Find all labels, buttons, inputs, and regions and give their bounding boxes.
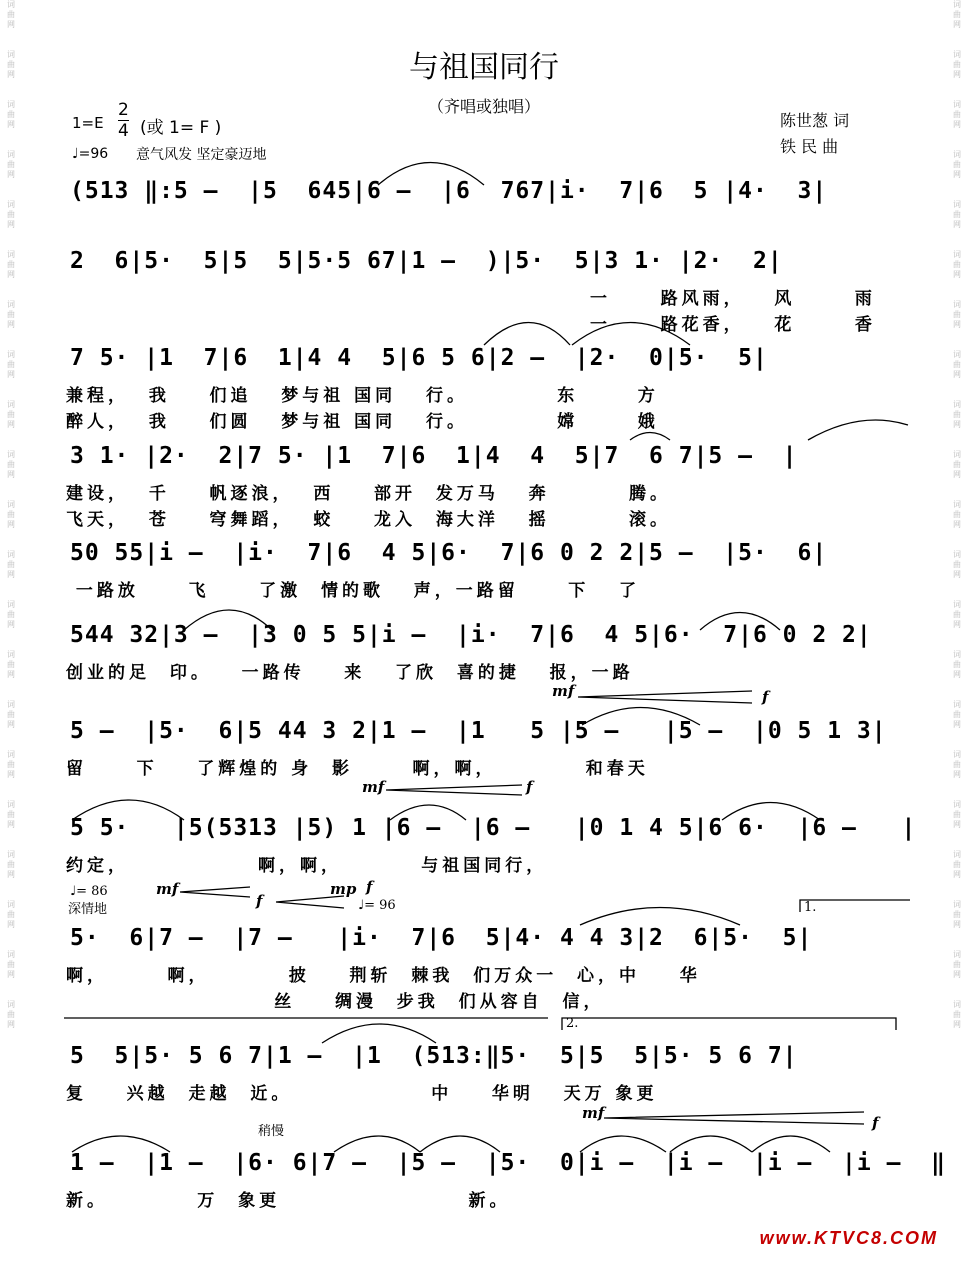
edge-watermark-char: 网 — [953, 170, 961, 179]
lyric-text: 创业的足 印。 一路传 来 了欣 喜的捷 报，一路 — [66, 663, 634, 683]
edge-watermark-char: 网 — [7, 270, 15, 279]
time-signature-top: 2 — [118, 100, 129, 120]
edge-watermark-char: 网 — [953, 820, 961, 829]
tie-slur — [484, 323, 570, 346]
edge-watermark-char: 词 — [953, 850, 961, 859]
lyric-text: 复 兴越 走越 近。 中 华明 天万 象更 — [66, 1084, 658, 1104]
edge-watermark-char: 网 — [7, 620, 15, 629]
edge-watermark-char: 曲 — [953, 260, 961, 269]
dynamic-mf: mf — [156, 880, 179, 898]
dynamic-f: f — [366, 878, 373, 896]
edge-watermark-char: 曲 — [953, 560, 961, 569]
edge-watermark-char: 词 — [953, 650, 961, 659]
edge-watermark-char: 词 — [953, 800, 961, 809]
edge-watermark-char: 曲 — [7, 310, 15, 319]
edge-watermark-char: 曲 — [7, 260, 15, 269]
tie-slur — [752, 1136, 830, 1152]
notation-text: 50 55|i – |i· 7|6 4 5|6· 7|6 0 2 2|5 – |5· 6| — [70, 540, 828, 566]
edge-watermark-char: 网 — [953, 870, 961, 879]
edge-watermark-char: 曲 — [953, 160, 961, 169]
edge-watermark-char: 网 — [7, 370, 15, 379]
tie-slur — [184, 610, 272, 630]
edge-watermark-char: 词 — [7, 600, 15, 609]
edge-watermark-char: 词 — [953, 0, 961, 9]
edge-watermark-char: 网 — [7, 570, 15, 579]
edge-watermark-char: 网 — [7, 970, 15, 979]
lyric-text: 醉人， 我 们圆 梦与祖 国同 行。 嫦 娥 — [66, 412, 659, 432]
song-subtitle: （齐唱或独唱） — [427, 97, 540, 116]
dynamic-mf: mf — [582, 1104, 605, 1122]
edge-watermark-char: 网 — [953, 320, 961, 329]
edge-watermark-char: 曲 — [953, 510, 961, 519]
edge-watermark-char: 网 — [953, 270, 961, 279]
edge-watermark-char: 曲 — [953, 810, 961, 819]
edge-watermark-char: 词 — [953, 250, 961, 259]
tempo-marking-3: ♩= 96 — [358, 898, 396, 913]
crescendo-hairpin — [604, 1112, 864, 1124]
edge-watermark-char: 词 — [953, 750, 961, 759]
edge-watermark-char: 网 — [953, 770, 961, 779]
notation-text: 5 – |5· 6|5 44 3 2|1 – |1 5 |5 – |5 – |0 5 1 3| — [70, 718, 887, 744]
lyric-text: 新。 万 象更 新。 — [66, 1191, 511, 1211]
edge-watermark-char: 网 — [953, 470, 961, 479]
alternate-key: (或 1= F ) — [140, 118, 222, 138]
edge-watermark-char: 网 — [7, 720, 15, 729]
edge-watermark-char: 曲 — [7, 860, 15, 869]
tempo-marking-2: ♩= 86 — [70, 884, 108, 899]
edge-watermark-char: 曲 — [7, 910, 15, 919]
tie-slur — [72, 1136, 170, 1152]
edge-watermark-char: 网 — [7, 420, 15, 429]
edge-watermark-char: 词 — [953, 900, 961, 909]
tempo-marking-1: ♩=96 — [72, 146, 109, 162]
edge-watermark-char: 曲 — [7, 560, 15, 569]
edge-watermark-char: 网 — [953, 920, 961, 929]
edge-watermark-char: 网 — [953, 970, 961, 979]
edge-watermark-char: 网 — [7, 470, 15, 479]
edge-watermark-char: 曲 — [7, 810, 15, 819]
tie-slur — [670, 1136, 752, 1152]
dynamic-f: f — [872, 1114, 879, 1132]
lyric-text: 约定， 啊，啊， 与祖国同行， — [66, 856, 548, 876]
edge-watermark-char: 词 — [7, 100, 15, 109]
tie-slur — [390, 805, 466, 820]
lyric-text: 一 路花香， 花 香 — [590, 315, 876, 335]
edge-watermark-char: 网 — [7, 120, 15, 129]
notation-text: 5 5· |5(5313 |5) 1 |6 – |6 – |0 1 4 5|6 6· |6 – | — [70, 815, 917, 841]
dynamic-mf: mf — [552, 682, 575, 700]
edge-watermark-char: 词 — [953, 1000, 961, 1009]
edge-watermark-char: 网 — [7, 320, 15, 329]
edge-watermark-char: 网 — [7, 920, 15, 929]
edge-watermark-char: 词 — [953, 150, 961, 159]
crescendo-hairpin — [180, 887, 250, 897]
edge-watermark-char: 词 — [7, 50, 15, 59]
edge-watermark-char: 曲 — [953, 110, 961, 119]
edge-watermark-char: 曲 — [7, 160, 15, 169]
edge-watermark-char: 词 — [7, 400, 15, 409]
edge-watermark-char: 曲 — [7, 10, 15, 19]
lyric-text: 留 下 了辉煌的 身 影 啊，啊， 和春天 — [66, 759, 649, 779]
edge-watermark-char: 网 — [7, 220, 15, 229]
edge-watermark-char: 曲 — [7, 710, 15, 719]
edge-watermark-char: 曲 — [953, 60, 961, 69]
edge-watermark-char: 网 — [953, 1020, 961, 1029]
edge-watermark-char: 曲 — [7, 510, 15, 519]
edge-watermark-char: 曲 — [7, 60, 15, 69]
volta-2-label: 2. — [566, 1016, 579, 1031]
edge-watermark-char: 词 — [7, 450, 15, 459]
tie-slur — [72, 800, 184, 820]
edge-watermark-char: 网 — [953, 620, 961, 629]
lyric-text: 飞天， 苍 穹舞蹈， 蛟 龙入 海大洋 摇 滚。 — [66, 510, 671, 530]
edge-watermark-char: 曲 — [953, 760, 961, 769]
edge-watermark-char: 词 — [953, 50, 961, 59]
composer-credit: 铁 民 曲 — [780, 137, 839, 156]
tie-slur — [808, 420, 908, 440]
edge-watermark-char: 词 — [953, 550, 961, 559]
edge-watermark-char: 词 — [7, 1000, 15, 1009]
edge-watermark-char: 网 — [7, 1020, 15, 1029]
edge-watermark-char: 网 — [953, 220, 961, 229]
edge-watermark-char: 词 — [953, 300, 961, 309]
edge-watermark-char: 词 — [7, 500, 15, 509]
edge-watermark-char: 曲 — [953, 1010, 961, 1019]
edge-watermark-char: 词 — [7, 300, 15, 309]
edge-watermark-char: 网 — [953, 420, 961, 429]
notation-text: 3 1· |2· 2|7 5· |1 7|6 1|4 4 5|7 6 7|5 – | — [70, 443, 798, 469]
edge-watermark-char: 词 — [953, 700, 961, 709]
tie-slur — [420, 1136, 500, 1152]
edge-watermark-char: 网 — [7, 770, 15, 779]
edge-watermark-char: 词 — [7, 650, 15, 659]
edge-watermark-char: 词 — [953, 950, 961, 959]
edge-watermark-char: 曲 — [7, 210, 15, 219]
website-watermark: www.KTVC8.COM — [759, 1228, 938, 1248]
edge-watermark-char: 词 — [953, 600, 961, 609]
dynamic-f: f — [762, 688, 769, 706]
edge-watermark-char: 词 — [7, 700, 15, 709]
tie-slur — [580, 1136, 666, 1152]
tie-slur — [722, 803, 820, 821]
edge-watermark-char: 网 — [953, 20, 961, 29]
lyricist-credit: 陈世葱 词 — [780, 111, 850, 130]
edge-watermark-char: 曲 — [953, 310, 961, 319]
edge-watermark-char: 曲 — [7, 460, 15, 469]
notation-text: 7 5· |1 7|6 1|4 4 5|6 5 6|2 – |2· 0|5· 5| — [70, 345, 768, 371]
song-title: 与祖国同行 — [409, 50, 559, 85]
edge-watermark-char: 网 — [7, 20, 15, 29]
edge-watermark-char: 网 — [953, 70, 961, 79]
tie-slur — [334, 1136, 420, 1152]
edge-watermark-char: 词 — [7, 200, 15, 209]
edge-watermark-char: 网 — [953, 670, 961, 679]
dynamic-f: f — [256, 892, 263, 910]
edge-watermark-char: 网 — [7, 670, 15, 679]
crescendo-hairpin — [578, 691, 752, 703]
edge-watermark-char: 词 — [7, 800, 15, 809]
edge-watermark-char: 曲 — [953, 610, 961, 619]
notation-text: 5· 6|7 – |7 – |i· 7|6 5|4· 4 4 3|2 6|5· 5| — [70, 925, 813, 951]
edge-watermark-char: 曲 — [7, 410, 15, 419]
edge-watermark-char: 曲 — [953, 410, 961, 419]
edge-watermark-char: 词 — [7, 900, 15, 909]
edge-watermark-char: 词 — [7, 250, 15, 259]
edge-watermark-char: 曲 — [953, 710, 961, 719]
time-signature-bottom: 4 — [118, 121, 129, 141]
lyric-text: 兼程， 我 们追 梦与祖 国同 行。 东 方 — [66, 386, 659, 406]
key-signature: 1=E — [72, 114, 104, 132]
edge-watermark-char: 网 — [953, 570, 961, 579]
edge-watermark-char: 词 — [7, 150, 15, 159]
edge-watermark-char: 词 — [7, 750, 15, 759]
edge-watermark-char: 词 — [953, 200, 961, 209]
tie-slur — [582, 708, 700, 726]
edge-watermark-char: 词 — [953, 350, 961, 359]
tie-slur — [572, 323, 690, 346]
edge-watermark-char: 网 — [953, 520, 961, 529]
edge-watermark-char: 词 — [7, 850, 15, 859]
notation-text: (513 ‖:5 – |5 645|6 – |6 767|i· 7|6 5 |4· 3| — [70, 178, 828, 204]
edge-watermark-char: 曲 — [7, 960, 15, 969]
edge-watermark-char: 网 — [7, 820, 15, 829]
edge-watermark-char: 词 — [7, 350, 15, 359]
edge-watermark-char: 曲 — [7, 1010, 15, 1019]
edge-watermark-char: 网 — [953, 370, 961, 379]
crescendo-hairpin — [386, 785, 522, 795]
edge-watermark-char: 网 — [953, 720, 961, 729]
volta-bracket-1 — [800, 900, 910, 912]
expression-marking-2: 深情地 — [68, 902, 108, 917]
lyric-text: 一路放 飞 了激 情的歌 声，一路留 下 了 — [66, 581, 641, 601]
decrescendo-hairpin — [276, 896, 344, 908]
notation-text: 1 – |1 – |6· 6|7 – |5 – |5· 0|i – |i – |i – |i – ‖ — [70, 1150, 946, 1176]
edge-watermark-char: 曲 — [953, 910, 961, 919]
dynamic-mf: mf — [362, 778, 385, 796]
tie-slur — [322, 1024, 436, 1043]
tie-slur — [378, 163, 484, 186]
edge-watermark-char: 网 — [7, 170, 15, 179]
edge-watermark-char: 网 — [953, 120, 961, 129]
edge-watermark-char: 曲 — [7, 660, 15, 669]
lyric-text: 建设， 千 帆逐浪， 西 部开 发万马 奔 腾。 — [66, 484, 671, 504]
tie-slur — [630, 433, 670, 441]
dynamic-mp: mp — [330, 880, 357, 898]
notation-text: 5 5|5· 5 6 7|1 – |1 (513:‖5· 5|5 5|5· 5 6 7| — [70, 1043, 798, 1069]
volta-bracket-2 — [562, 1018, 896, 1030]
slow-marking: 稍慢 — [258, 1124, 285, 1139]
edge-watermark-char: 词 — [953, 450, 961, 459]
edge-watermark-char: 曲 — [7, 110, 15, 119]
edge-watermark-char: 网 — [7, 520, 15, 529]
edge-watermark-char: 网 — [7, 870, 15, 879]
edge-watermark-char: 网 — [7, 70, 15, 79]
notation-text: 544 32|3 – |3 0 5 5|i – |i· 7|6 4 5|6· 7|6 0 2 2| — [70, 622, 872, 648]
edge-watermark-char: 曲 — [953, 210, 961, 219]
edge-watermark-char: 曲 — [7, 760, 15, 769]
edge-watermark-char: 曲 — [953, 660, 961, 669]
edge-watermark-char: 词 — [953, 100, 961, 109]
edge-watermark-char: 词 — [953, 500, 961, 509]
tie-slur — [700, 613, 780, 631]
edge-watermark-char: 词 — [953, 400, 961, 409]
edge-watermark-char: 曲 — [953, 960, 961, 969]
edge-watermark-char: 曲 — [953, 860, 961, 869]
edge-watermark-char: 词 — [7, 950, 15, 959]
edge-watermark-char: 曲 — [953, 10, 961, 19]
volta-1-label: 1. — [804, 900, 817, 915]
lyric-text: 丝 绸漫 步我 们从容自 信， — [66, 992, 605, 1012]
edge-watermark-char: 词 — [7, 0, 15, 9]
notation-text: 2 6|5· 5|5 5|5·5 67|1 – )|5· 5|3 1· |2· 2| — [70, 248, 783, 274]
edge-watermark-char: 曲 — [7, 360, 15, 369]
edge-watermark-char: 曲 — [7, 610, 15, 619]
lyric-text: 一 路风雨， 风 雨 — [590, 289, 876, 309]
expression-marking-1: 意气风发 坚定豪迈地 — [136, 147, 267, 163]
tie-slur — [580, 908, 740, 926]
edge-watermark-char: 曲 — [953, 360, 961, 369]
dynamic-f: f — [526, 778, 533, 796]
edge-watermark-char: 曲 — [953, 460, 961, 469]
lyric-text: 啊， 啊， 披 荆斩 棘我 们万众一 心，中 华 — [66, 966, 701, 986]
edge-watermark-char: 词 — [7, 550, 15, 559]
